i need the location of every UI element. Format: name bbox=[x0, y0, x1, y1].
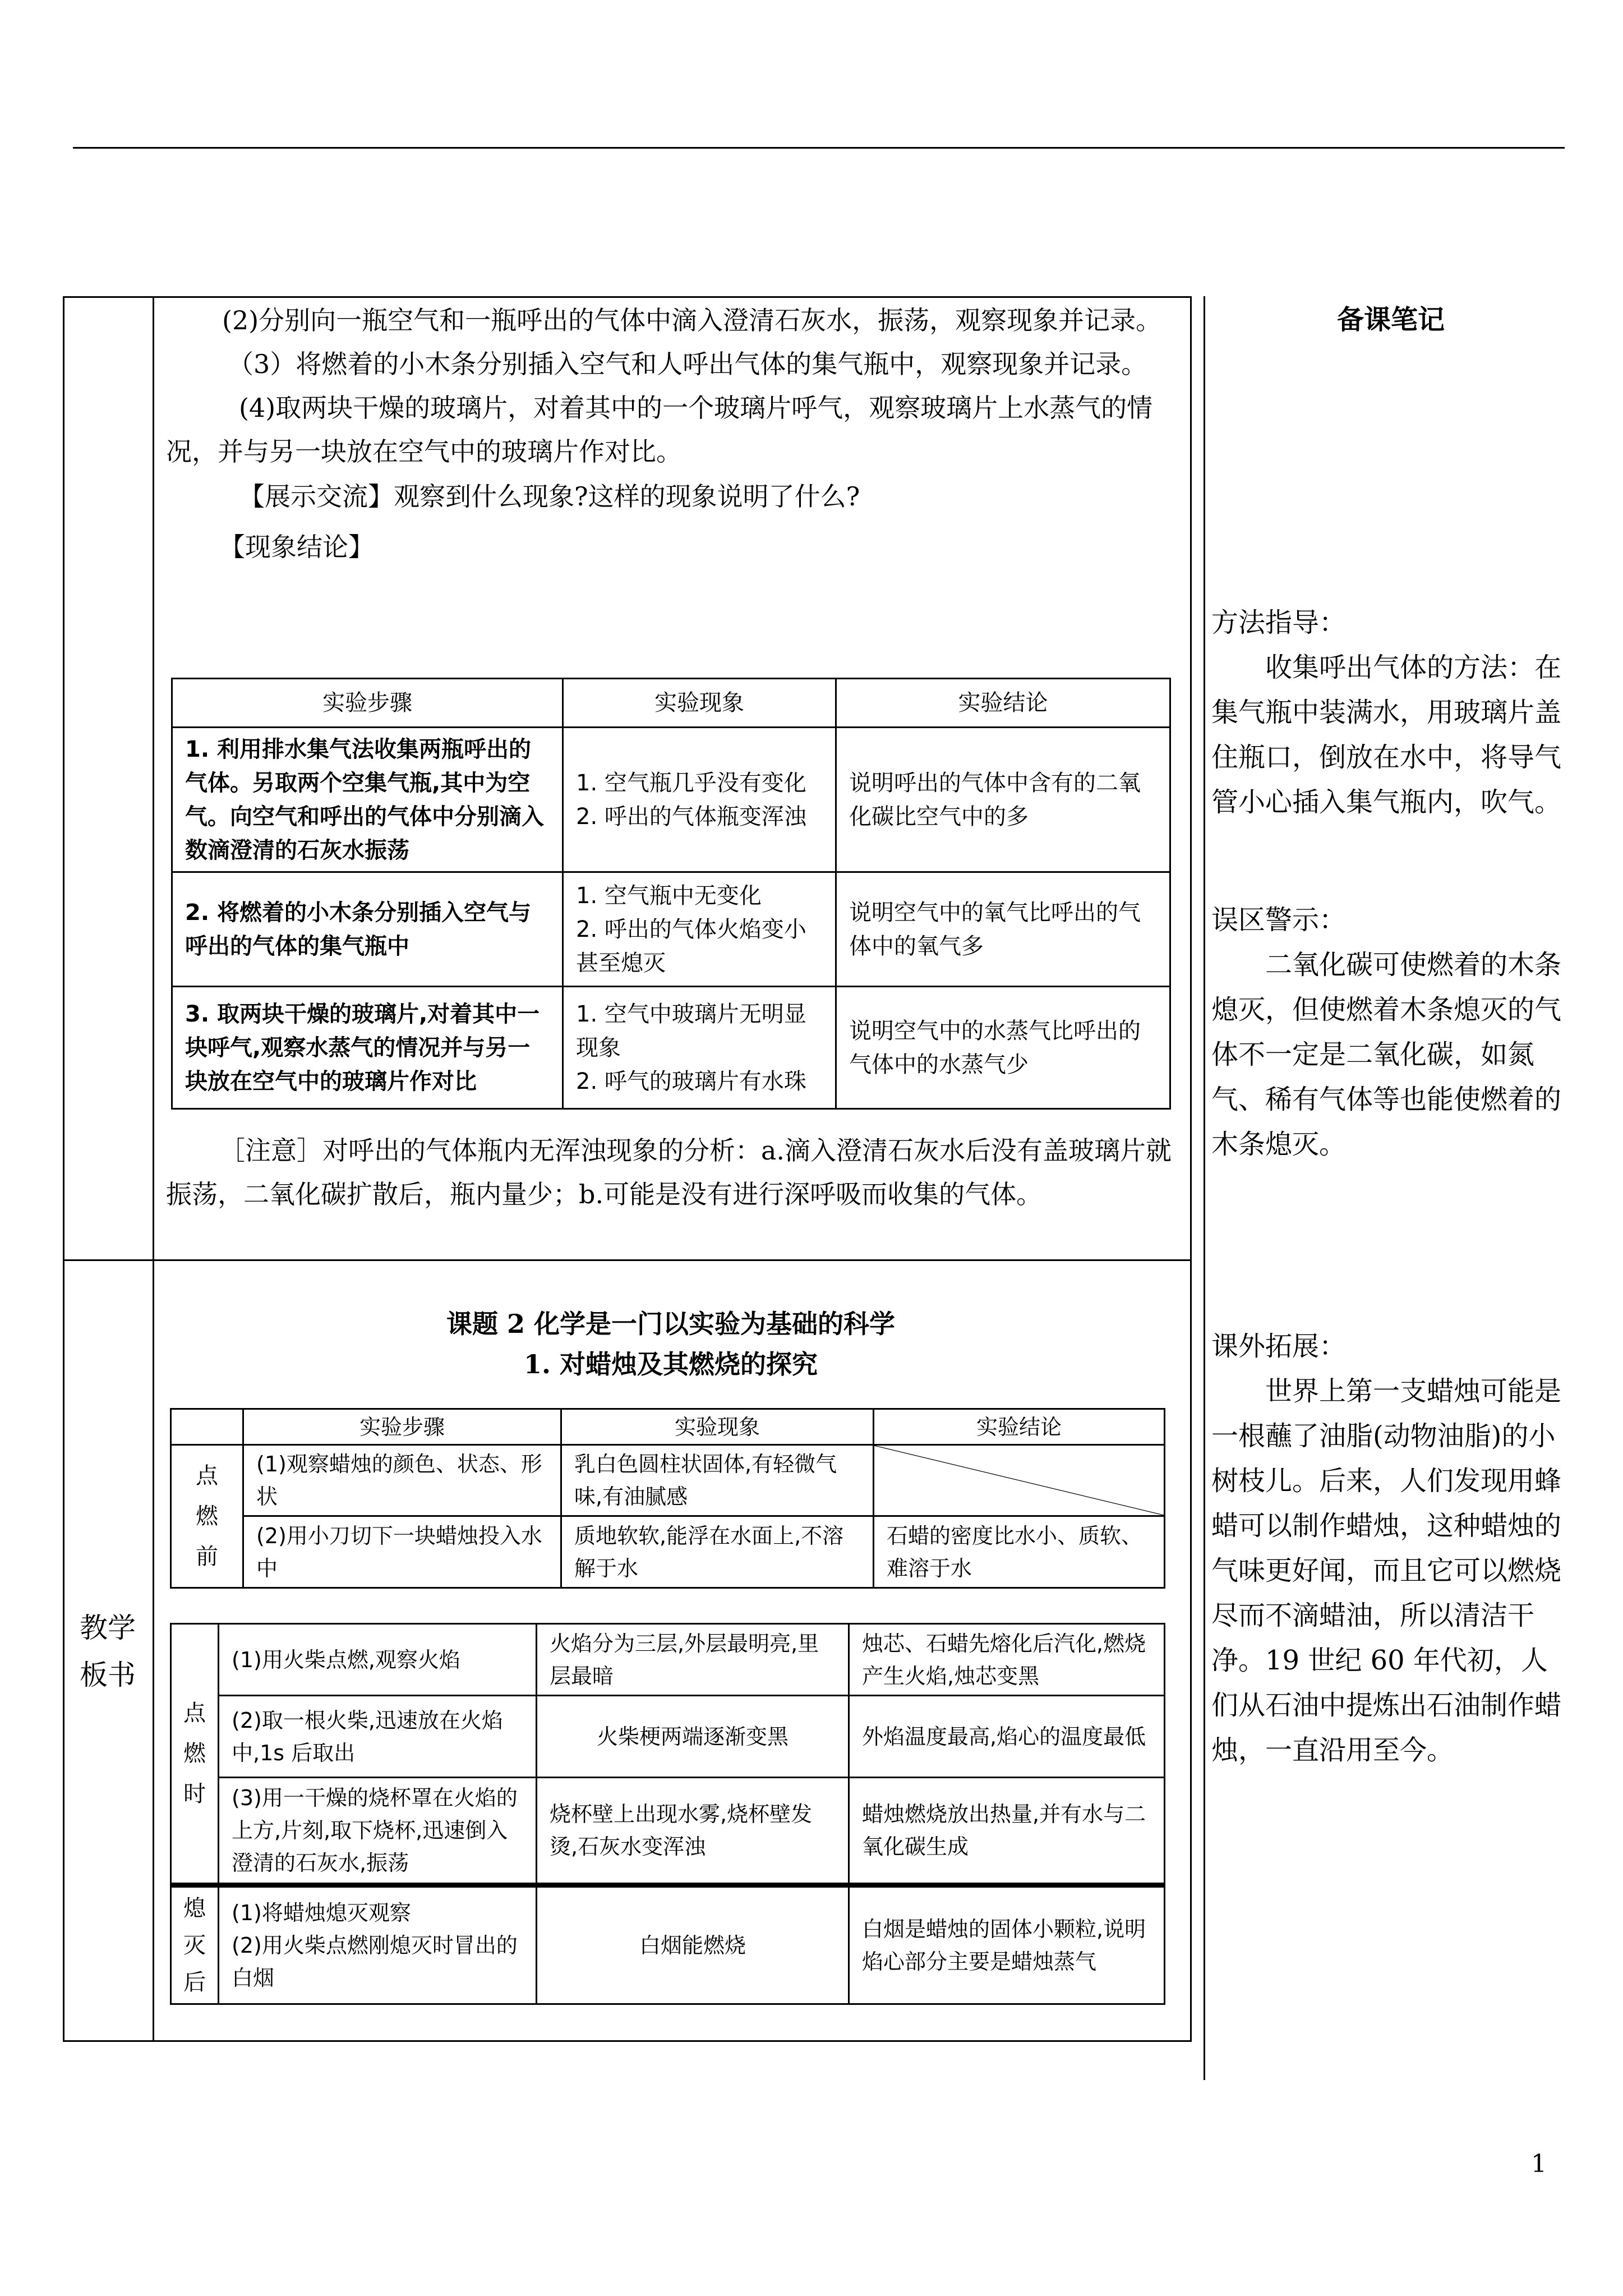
header-observation: 实验现象 bbox=[561, 1409, 874, 1445]
row-step: 2. 将燃着的小木条分别插入空气与呼出的气体的集气瓶中 bbox=[172, 872, 563, 987]
process-step-4: (4)取两块干燥的玻璃片，对着其中的一个玻璃片呼气，观察玻璃片上水蒸气的情况，并与另一块放在空气中的玻璃片作对比。 bbox=[166, 393, 1153, 467]
header-observation: 实验现象 bbox=[563, 679, 836, 728]
empty-conclusion-cell bbox=[874, 1445, 1165, 1516]
row-observation bbox=[563, 872, 836, 987]
method-body: 收集呼出气体的方法：在集气瓶中装满水，用玻璃片盖住瓶口，倒放在水中，将导气管小心插入集气瓶内，吹气。 bbox=[1211, 652, 1562, 818]
conclusion-heading: 【现象结论】 bbox=[219, 532, 374, 562]
row-observation: 质地软软,能浮在水面上,不溶解于水 bbox=[561, 1516, 874, 1588]
frame-section-divider bbox=[63, 1259, 1192, 1261]
row-step: (3)用一干燥的烧杯罩在火焰的上方,片刻,取下烧杯,迅速倒入澄清的石灰水,振荡 bbox=[219, 1778, 537, 1885]
board-subtitle: 1. 对蜡烛及其燃烧的探究 bbox=[523, 1349, 818, 1379]
row-conclusion: 蜡烛燃烧放出热量,并有水与二氧化碳生成 bbox=[849, 1778, 1165, 1885]
observation-line: 2. 呼气的玻璃片有水珠 bbox=[576, 1068, 806, 1094]
header-conclusion: 实验结论 bbox=[874, 1409, 1165, 1445]
row-conclusion: 石蜡的密度比水小、质软、难溶于水 bbox=[874, 1516, 1165, 1588]
table-header-row bbox=[171, 1409, 1165, 1445]
header-step: 实验步骤 bbox=[243, 1409, 561, 1445]
row-observation bbox=[563, 987, 836, 1109]
table-row bbox=[171, 1696, 1165, 1778]
extension-body: 世界上第一支蜡烛可能是一根蘸了油脂(动物油脂)的小树枝儿。后来，人们发现用蜂蜡可以制作蜡烛，这种蜡烛的气味更好闻，而且它可以燃烧尽而不滴蜡油，所以清洁干净。19 世纪 60 年代初，人们从石油中提炼出石油制作蜡烛，一直沿用至今。 bbox=[1211, 1375, 1562, 1766]
extension-note bbox=[1211, 1324, 1570, 1773]
share-prompt: 【展示交流】观察到什么现象?这样的现象说明了什么? bbox=[239, 481, 860, 512]
row-step: (1)用火柴点燃,观察火焰 bbox=[219, 1624, 537, 1696]
stage-label: 点燃前 bbox=[196, 1463, 218, 1570]
frame-left-border bbox=[63, 296, 64, 2042]
row-step: (2)用小刀切下一块蜡烛投入水中 bbox=[243, 1516, 561, 1588]
breath-experiment-table bbox=[171, 678, 1171, 1110]
process-step-3: （3）将燃着的小木条分别插入空气和人呼出气体的集气瓶中，观察现象并记录。 bbox=[228, 349, 1147, 379]
row-observation bbox=[563, 728, 836, 872]
stage-label: 熄灭后 bbox=[183, 1895, 206, 1995]
table-header-row bbox=[172, 679, 1170, 728]
row-conclusion: 说明空气中的水蒸气比呼出的气体中的水蒸气少 bbox=[836, 987, 1170, 1109]
table-row bbox=[171, 1516, 1165, 1588]
row-conclusion: 白烟是蜡烛的固体小颗粒,说明焰心部分主要是蜡烛蒸气 bbox=[849, 1885, 1165, 2004]
observation-line: 2. 呼出的气体火焰变小甚至熄灭 bbox=[576, 916, 806, 976]
warning-note bbox=[1211, 898, 1570, 1167]
step-line: (2)用火柴点燃刚熄灭时冒出的白烟 bbox=[232, 1933, 518, 1990]
table-row bbox=[172, 987, 1170, 1109]
row-step: (2)取一根火柴,迅速放在火焰中,1s 后取出 bbox=[219, 1696, 537, 1778]
row-step bbox=[219, 1885, 537, 2004]
row-observation: 烧杯壁上出现水雾,烧杯壁发烫,石灰水变浑浊 bbox=[537, 1778, 849, 1885]
frame-right-border bbox=[1190, 296, 1192, 2042]
frame-bottom-border bbox=[63, 2040, 1192, 2042]
page-number: 1 bbox=[1531, 2150, 1547, 2178]
table-row bbox=[171, 1624, 1165, 1696]
header-rule bbox=[73, 147, 1565, 149]
observation-line: 1. 空气中玻璃片无明显现象 bbox=[576, 1001, 806, 1061]
header-conclusion: 实验结论 bbox=[836, 679, 1170, 728]
candle-during-after-table bbox=[170, 1623, 1165, 2005]
observation-line: 2. 呼出的气体瓶变浑浊 bbox=[576, 803, 806, 830]
observation-line: 1. 空气瓶中无变化 bbox=[576, 882, 762, 909]
step-line: (1)将蜡烛熄灭观察 bbox=[232, 1901, 411, 1925]
note-text bbox=[166, 1129, 1181, 1216]
diagonal-slash bbox=[874, 1446, 1164, 1515]
row-conclusion: 烛芯、石蜡先熔化后汽化,燃烧产生火焰,烛芯变黑 bbox=[849, 1624, 1165, 1696]
stage-during bbox=[171, 1624, 219, 1885]
header-step: 实验步骤 bbox=[172, 679, 563, 728]
warning-title: 误区警示： bbox=[1211, 904, 1347, 936]
frame-top-border bbox=[63, 296, 1192, 298]
frame-label-divider bbox=[153, 296, 154, 2042]
note-paragraph: ［注意］对呼出的气体瓶内无浑浊现象的分析：a.滴入澄清石灰水后没有盖玻璃片就振荡，二氧化碳扩散后，瓶内量少；b.可能是没有进行深呼吸而收集的气体。 bbox=[166, 1135, 1172, 1209]
board-title: 课题 2 化学是一门以实验为基础的科学 bbox=[446, 1309, 896, 1339]
row-observation: 乳白色圆柱状固体,有轻微气味,有油腻感 bbox=[561, 1445, 874, 1516]
stage-label: 点燃时 bbox=[183, 1700, 206, 1807]
row-step: (1)观察蜡烛的颜色、状态、形状 bbox=[243, 1445, 561, 1516]
row-conclusion: 说明空气中的氧气比呼出的气体中的氧气多 bbox=[836, 872, 1170, 987]
row-conclusion: 外焰温度最高,焰心的温度最低 bbox=[849, 1696, 1165, 1778]
header-stage bbox=[171, 1409, 243, 1445]
method-note bbox=[1211, 600, 1570, 825]
notes-divider bbox=[1204, 296, 1205, 2080]
extension-title: 课外拓展： bbox=[1211, 1331, 1347, 1362]
table-row bbox=[171, 1885, 1165, 2004]
row-observation: 火焰分为三层,外层最明亮,里层最暗 bbox=[537, 1624, 849, 1696]
observation-line: 1. 空气瓶几乎没有变化 bbox=[576, 770, 806, 796]
row-conclusion: 说明呼出的气体中含有的二氧化碳比空气中的多 bbox=[836, 728, 1170, 872]
stage-after bbox=[171, 1885, 219, 2004]
row-observation: 白烟能燃烧 bbox=[537, 1885, 849, 2004]
board-label: 教学板书 bbox=[80, 1612, 136, 1691]
process-step-2: (2)分别向一瓶空气和一瓶呼出的气体中滴入澄清石灰水，振荡，观察现象并记录。 bbox=[222, 305, 1162, 335]
warning-body: 二氧化碳可使燃着的木条熄灭，但使燃着木条熄灭的气体不一定是二氧化碳，如氮气、稀有气体等也能使燃着的木条熄灭。 bbox=[1211, 949, 1562, 1160]
row-step: 3. 取两块干燥的玻璃片,对着其中一块呼气,观察水蒸气的情况并与另一块放在空气中的玻璃片作对比 bbox=[172, 987, 563, 1109]
candle-before-table bbox=[170, 1408, 1165, 1589]
table-row bbox=[171, 1778, 1165, 1885]
stage-before bbox=[171, 1445, 243, 1588]
row-observation: 火柴梗两端逐渐变黑 bbox=[537, 1696, 849, 1778]
method-title: 方法指导： bbox=[1211, 607, 1347, 638]
side-title: 备课笔记 bbox=[1336, 304, 1445, 335]
row-step: 1. 利用排水集气法收集两瓶呼出的气体。另取两个空集气瓶,其中为空气。向空气和呼出的气体中分别滴入数滴澄清的石灰水振荡 bbox=[172, 728, 563, 872]
process-text bbox=[166, 298, 1181, 569]
table-row bbox=[172, 728, 1170, 872]
table-row bbox=[171, 1445, 1165, 1516]
table-row bbox=[172, 872, 1170, 987]
